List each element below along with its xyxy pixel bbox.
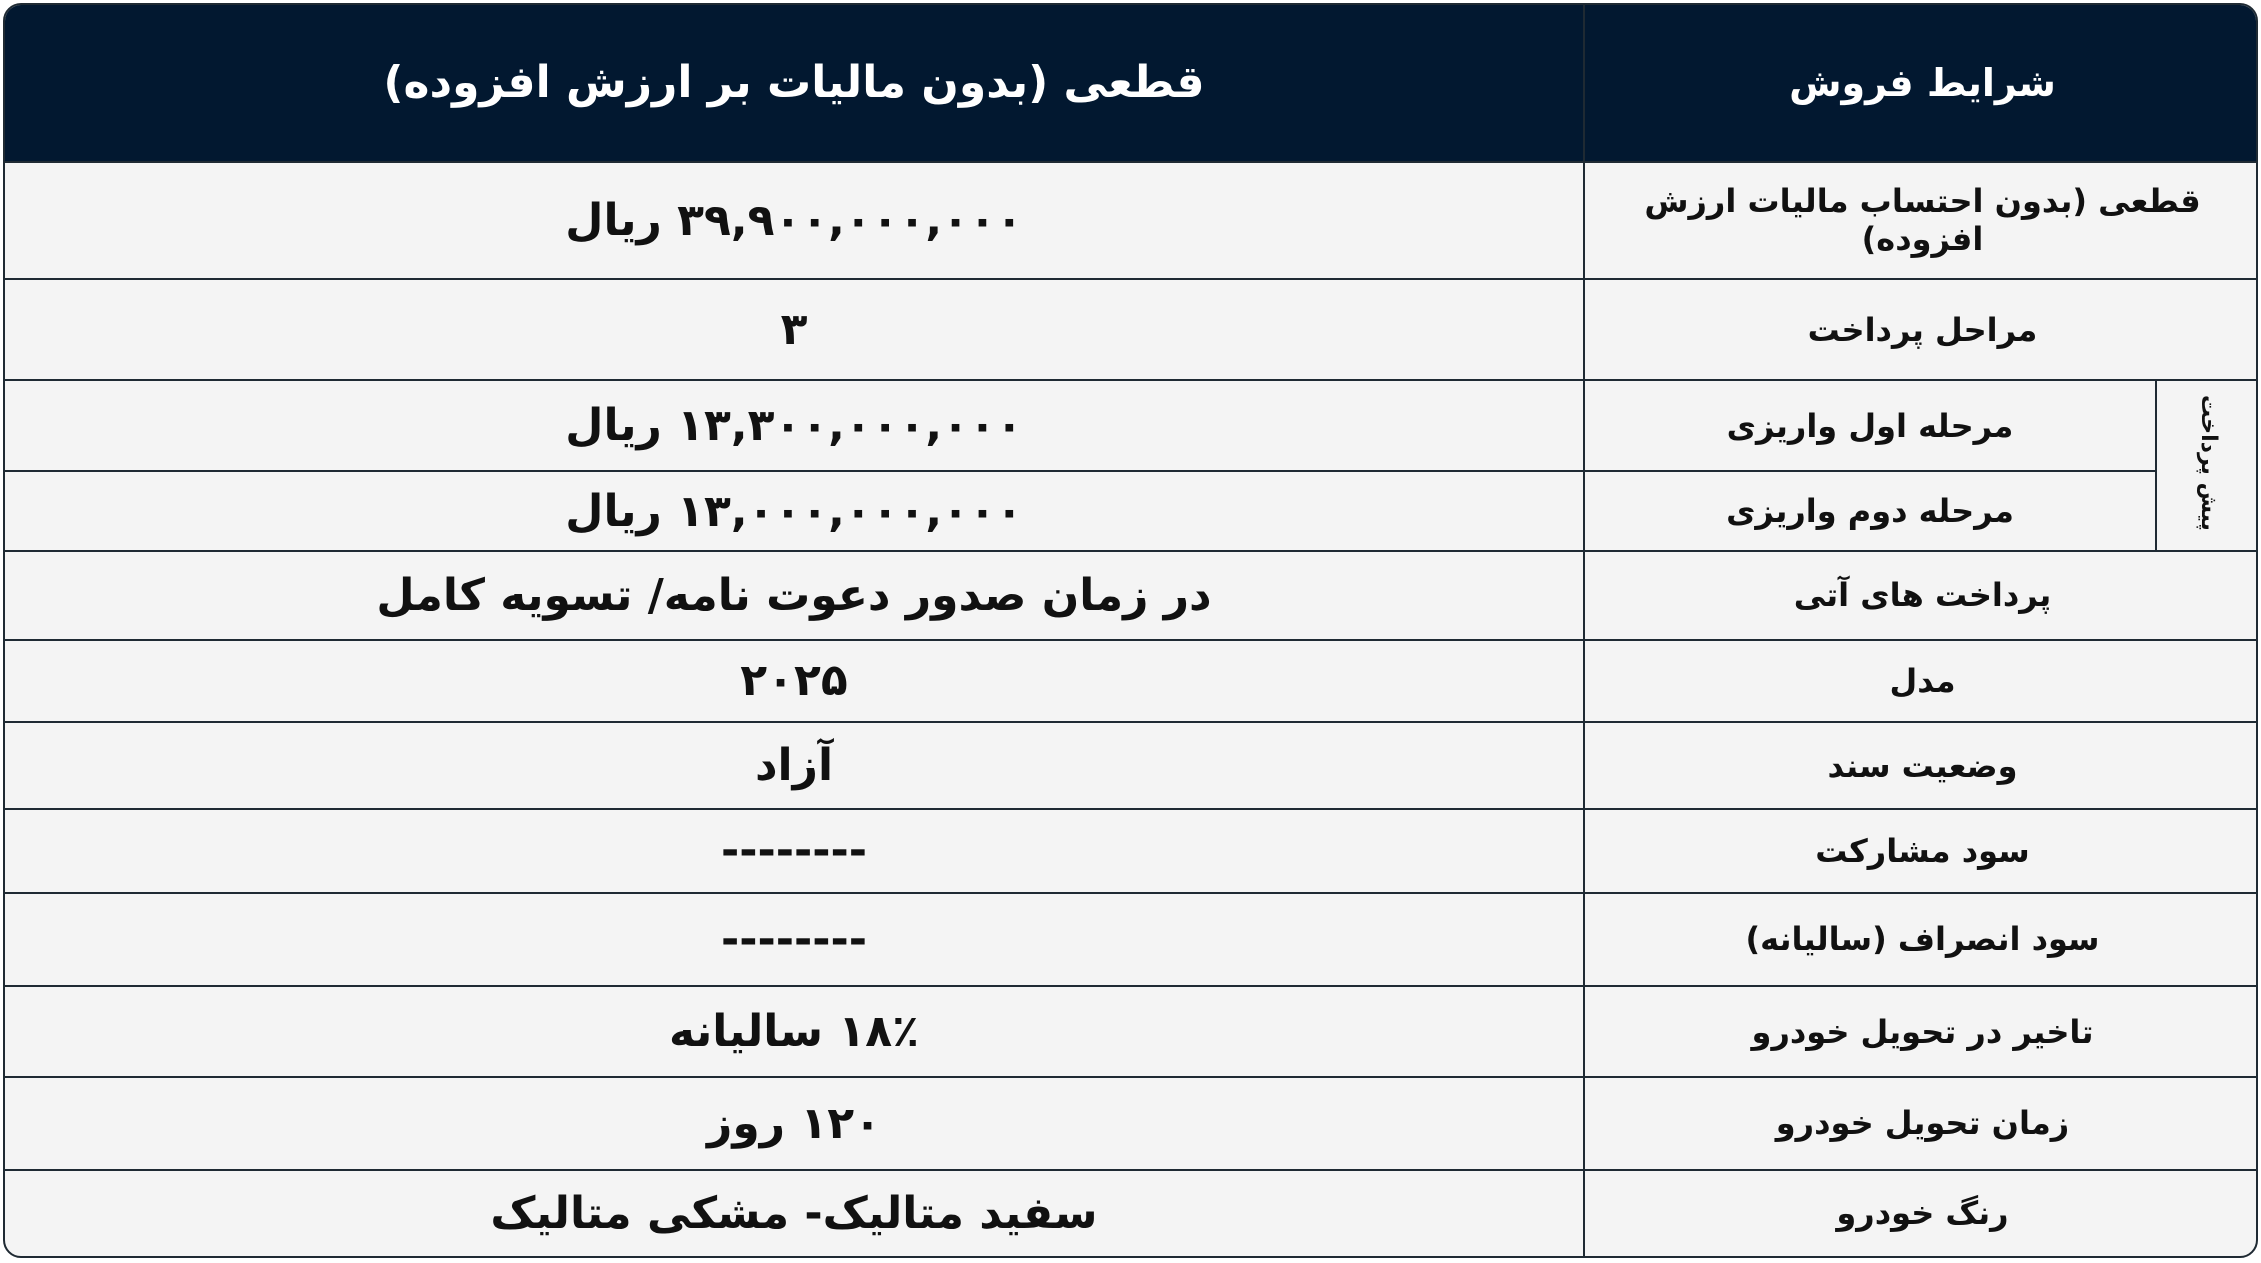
table-row — [5, 279, 2258, 380]
row-value: ۲۰۲۵ — [5, 640, 1584, 722]
header-row — [5, 5, 2258, 162]
sales-terms-grid — [5, 5, 2258, 1256]
row-label: مرحله اول واریزی — [1584, 380, 2156, 470]
row-value: ۱۳,۳۰۰,۰۰۰,۰۰۰ ریال — [5, 380, 1584, 470]
table-row — [5, 380, 2258, 470]
row-label: زمان تحویل خودرو — [1584, 1077, 2258, 1169]
header-label: شرایط فروش — [1584, 5, 2258, 162]
row-label: مرحله دوم واریزی — [1584, 471, 2156, 551]
row-label: وضعیت سند — [1584, 722, 2258, 809]
table-row — [5, 1077, 2258, 1169]
row-label: مدل — [1584, 640, 2258, 722]
table-row — [5, 551, 2258, 639]
row-label: رنگ خودرو — [1584, 1170, 2258, 1256]
sales-terms-table — [3, 3, 2258, 1258]
table-row — [5, 893, 2258, 986]
table-row — [5, 162, 2258, 279]
row-label: تاخیر در تحویل خودرو — [1584, 986, 2258, 1077]
row-value: در زمان صدور دعوت نامه/ تسویه کامل — [5, 551, 1584, 639]
table-row — [5, 471, 2258, 551]
table-row — [5, 722, 2258, 809]
row-value: ۱۸٪ سالیانه — [5, 986, 1584, 1077]
table-row — [5, 1170, 2258, 1256]
row-label: سود مشارکت — [1584, 809, 2258, 892]
row-value: آزاد — [5, 722, 1584, 809]
row-label: مراحل پرداخت — [1584, 279, 2258, 380]
header-value: قطعی (بدون مالیات بر ارزش افزوده) — [5, 5, 1584, 162]
row-label: سود انصراف (سالیانه) — [1584, 893, 2258, 986]
table-row — [5, 809, 2258, 892]
row-value: -------- — [5, 893, 1584, 986]
row-label: قطعی (بدون احتساب مالیات ارزش افزوده) — [1584, 162, 2258, 279]
row-value: ۱۳,۰۰۰,۰۰۰,۰۰۰ ریال — [5, 471, 1584, 551]
prepayment-group-label: پیش پرداخت — [2156, 380, 2258, 551]
table-row — [5, 986, 2258, 1077]
row-value: ۳۹,۹۰۰,۰۰۰,۰۰۰ ریال — [5, 162, 1584, 279]
table-row — [5, 640, 2258, 722]
row-value: ۳ — [5, 279, 1584, 380]
row-value: سفید متالیک- مشکی متالیک — [5, 1170, 1584, 1256]
row-value: -------- — [5, 809, 1584, 892]
row-value: ۱۲۰ روز — [5, 1077, 1584, 1169]
row-label: پرداخت های آتی — [1584, 551, 2258, 639]
